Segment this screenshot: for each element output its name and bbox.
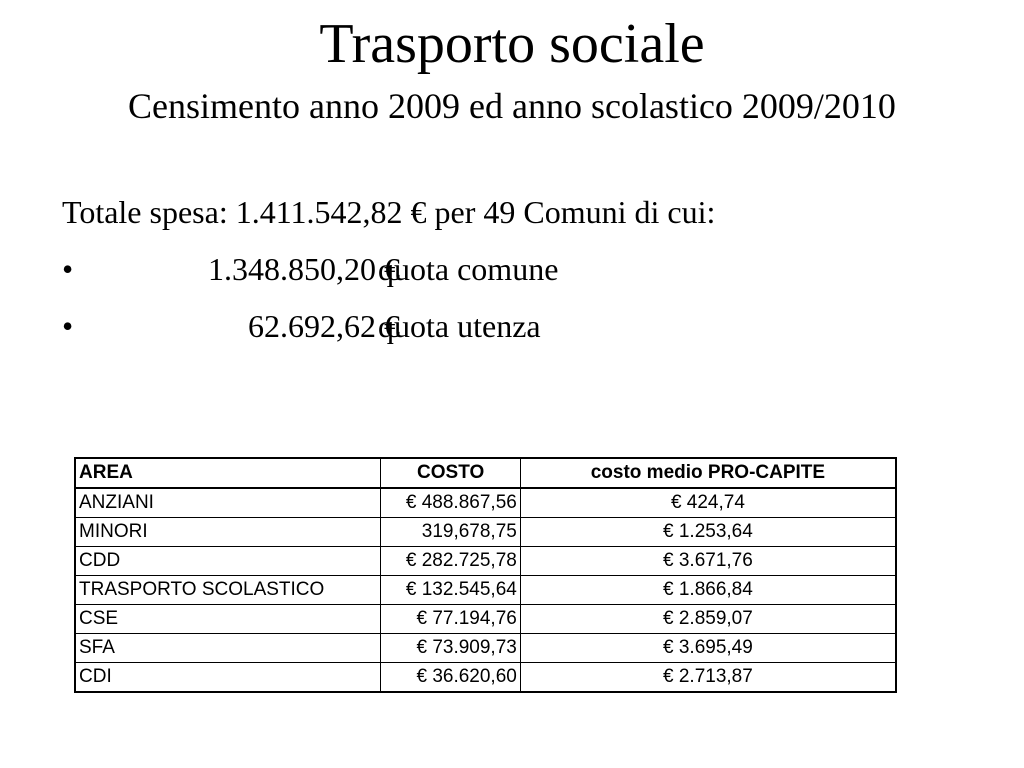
table-row [75, 576, 896, 605]
header-costo: COSTO [381, 458, 520, 488]
cell-procapite: € 424,74 [520, 488, 896, 518]
header-area: AREA [75, 458, 381, 488]
bullet-description: quota utenza [378, 308, 541, 344]
cell-procapite: € 3.695,49 [520, 634, 896, 663]
cell-area: CDD [75, 547, 381, 576]
total-spending-line: Totale spesa: 1.411.542,82 € per 49 Comuni di cui: [62, 194, 716, 230]
slide-subtitle: Censimento anno 2009 ed anno scolastico 2009/2010 [128, 86, 896, 126]
cell-costo: € 282.725,78 [381, 547, 520, 576]
cell-area: SFA [75, 634, 381, 663]
cost-table [74, 457, 897, 693]
bullet-amount: 62.692,62 € [248, 308, 400, 344]
cell-procapite: € 2.859,07 [520, 605, 896, 634]
bullet-marker: • [62, 251, 74, 287]
cell-costo: € 488.867,56 [381, 488, 520, 518]
cell-costo: € 77.194,76 [381, 605, 520, 634]
cell-area: TRASPORTO SCOLASTICO [75, 576, 381, 605]
table-header-row [75, 458, 896, 488]
table-row [75, 547, 896, 576]
bullet-amount: 1.348.850,20 € [208, 251, 400, 287]
cell-costo: € 36.620,60 [381, 663, 520, 693]
slide-title: Trasporto sociale [319, 13, 705, 75]
header-procapite: costo medio PRO-CAPITE [520, 458, 896, 488]
table-row [75, 663, 896, 693]
table-row [75, 518, 896, 547]
bullet-marker: • [62, 308, 74, 344]
cell-area: ANZIANI [75, 488, 381, 518]
cell-area: MINORI [75, 518, 381, 547]
cell-procapite: € 1.866,84 [520, 576, 896, 605]
table-row [75, 605, 896, 634]
table-row [75, 634, 896, 663]
cell-area: CSE [75, 605, 381, 634]
bullet-description: quota comune [378, 251, 559, 287]
table-row [75, 488, 896, 518]
cell-procapite: € 3.671,76 [520, 547, 896, 576]
cell-costo: 319,678,75 [381, 518, 520, 547]
cell-costo: € 73.909,73 [381, 634, 520, 663]
cell-procapite: € 1.253,64 [520, 518, 896, 547]
cell-costo: € 132.545,64 [381, 576, 520, 605]
cell-area: CDI [75, 663, 381, 693]
cell-procapite: € 2.713,87 [520, 663, 896, 693]
